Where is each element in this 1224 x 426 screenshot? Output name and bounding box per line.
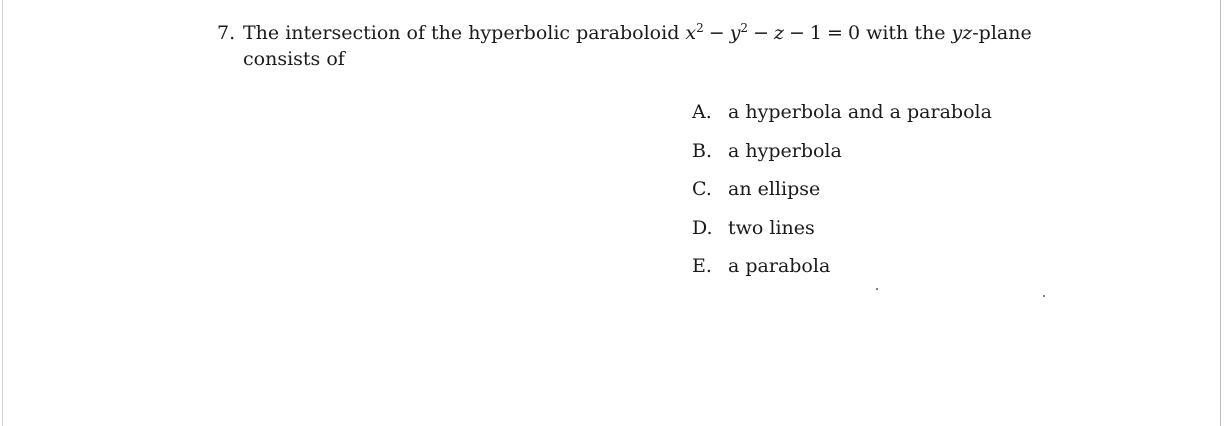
eq-z: z [773, 22, 784, 44]
choice-text: two lines [728, 216, 815, 239]
eq-equals: = [827, 22, 843, 44]
eq-minus-3: − [789, 22, 805, 44]
question-line-2: consists of [243, 48, 345, 70]
eq-exp-y: 2 [740, 21, 749, 35]
scan-edge-left [2, 0, 3, 426]
eq-zero: 0 [847, 22, 861, 44]
answer-choices [692, 100, 992, 293]
eq-minus-1: − [708, 22, 725, 44]
question-text-before: The intersection of the hyperbolic paraboloid [243, 22, 680, 44]
choice-c[interactable] [692, 177, 992, 216]
choice-letter: D. [692, 216, 713, 239]
question-text-with: with the [866, 22, 946, 44]
choice-text: a hyperbola [728, 139, 842, 162]
plane-suffix: -plane [972, 22, 1032, 44]
choice-text: an ellipse [728, 178, 821, 200]
choice-letter: B. [692, 139, 713, 162]
question-line-1 [217, 20, 1117, 46]
equation [685, 22, 860, 44]
eq-exp-x: 2 [696, 21, 704, 35]
choice-letter: E. [692, 255, 712, 277]
eq-x: x [685, 22, 697, 44]
question-7 [217, 20, 1117, 72]
choice-a[interactable] [692, 100, 992, 139]
eq-one: 1 [809, 22, 823, 44]
scan-speck [876, 288, 878, 290]
choice-d[interactable] [692, 216, 992, 255]
plane-name: yz [951, 22, 973, 44]
choice-e[interactable] [692, 254, 992, 293]
choice-letter: A. [692, 101, 712, 123]
scan-edge-right [1220, 0, 1221, 426]
question-number: 7. [217, 22, 236, 44]
choice-letter: C. [692, 178, 712, 200]
scan-speck [1043, 295, 1045, 297]
eq-minus-2: − [753, 22, 769, 44]
choice-b[interactable] [692, 139, 992, 178]
eq-y: y [729, 22, 741, 44]
choice-text: a parabola [728, 255, 831, 277]
choice-text: a hyperbola and a parabola [728, 101, 992, 123]
